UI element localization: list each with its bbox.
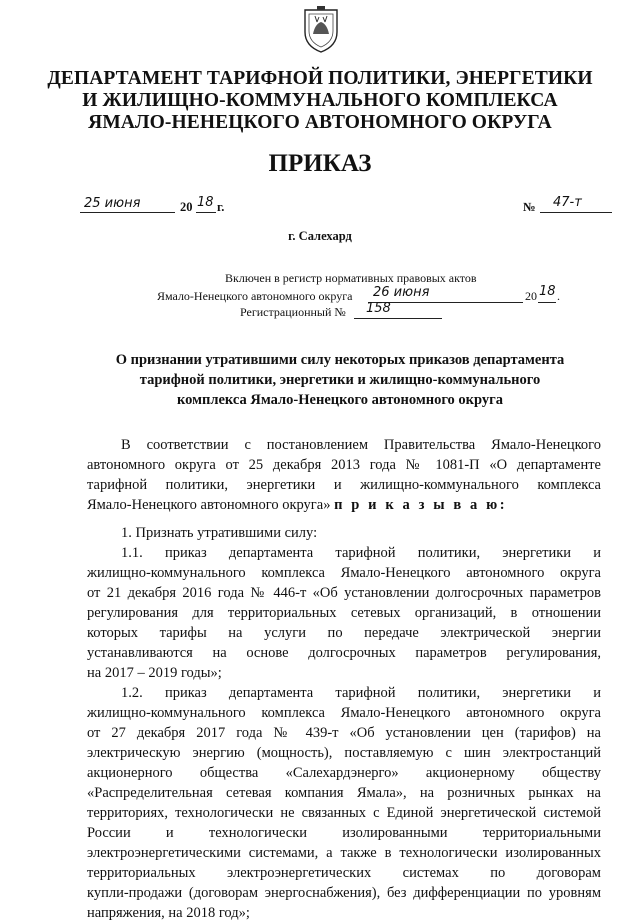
- registry-date: 26 июня: [373, 285, 430, 300]
- item-1-2: 1.2. приказ департамента тарифной политики, энергетики и жилищно-коммунального комплекса Ямало-Ненецкого автономного округа от 27 декабря 2017 года № 439-т «Об установлении цен (тарифов) на электрическую энергию (мощность), поставляемую с шин электростанций акционерного общества «Салехардэнерго» акционерному обществу «Распределительная сетевая компания Ямала», на розничных рынках на территориях, технологически не связанных с Единой энергетической системой России и технологически изолированными территориальными электроэнергетическими системами, а также в технологически изолированных территориальных электроэнергетических системах по договорам купли-продажи (договорам энергоснабжения), без дифференциации по уровням напряжения, на 2018 год»;: [87, 685, 601, 921]
- registry-year-underline: [538, 302, 556, 303]
- org-name-line2: И ЖИЛИЩНО-КОММУНАЛЬНОГО КОМПЛЕКСА: [82, 90, 558, 111]
- registry-year: 18: [539, 284, 556, 299]
- org-name-line1: ДЕПАРТАМЕНТ ТАРИФНОЙ ПОЛИТИКИ, ЭНЕРГЕТИКИ: [47, 68, 593, 89]
- date-underline: [80, 212, 175, 213]
- item-1-1: 1.1. приказ департамента тарифной политики, энергетики и жилищно-коммунального комплекса Ямало-Ненецкого автономного округа от 21 декабря 2016 года № 446-т «Об установлении долгосрочных параметров регулирования для территориальных сетевых организаций, в отношении которых тарифы на услуги по передаче электрической энергии устанавливаются на основе долгосрочных параметров регулирования, на 2017 – 2019 годы»;: [87, 545, 601, 681]
- city-name: г. Салехард: [288, 229, 352, 243]
- order-year-suffix: г.: [217, 200, 225, 214]
- order-year-prefix: 20: [180, 200, 193, 214]
- subject-line2: тарифной политики, энергетики и жилищно-коммунального: [139, 372, 541, 388]
- preamble-paragraph: В соответствии с постановлением Правительства Ямало-Ненецкого автономного округа от 25 декабря 2013 года № 1081-П «О департаменте тарифной политики, энергетики и жилищно-коммунального комплекса Ямало-Ненецкого автономного округа» п р и к а з ы в а ю:: [87, 437, 601, 513]
- registry-line1: Включен в регистр нормативных правовых актов: [225, 271, 477, 285]
- registry-year-prefix: 20: [525, 289, 537, 303]
- registry-line2-prefix: Ямало-Ненецкого автономного округа: [157, 289, 353, 303]
- order-number-label: №: [523, 200, 536, 214]
- number-underline: [540, 212, 612, 213]
- item-1: 1. Признать утратившими силу:: [121, 525, 318, 541]
- subject-line1: О признании утратившими силу некоторых приказов департамента: [115, 352, 565, 368]
- order-word: п р и к а з ы в а ю:: [334, 497, 508, 513]
- registration-number-label: Регистрационный №: [240, 305, 346, 319]
- order-number: 47-т: [553, 195, 582, 210]
- order-year: 18: [197, 195, 214, 210]
- subject-line3: комплекса Ямало-Ненецкого автономного округа: [176, 392, 503, 408]
- order-date: 25 июня: [84, 196, 141, 211]
- registration-number-underline: [354, 318, 442, 319]
- coat-of-arms-emblem: [301, 4, 341, 54]
- document-subject: [70, 350, 610, 410]
- org-name-line3: ЯМАЛО-НЕНЕЦКОГО АВТОНОМНОГО ОКРУГА: [88, 112, 552, 133]
- year-underline: [196, 212, 216, 213]
- document-type-title: ПРИКАЗ: [268, 150, 372, 177]
- registration-number: 158: [366, 301, 391, 316]
- registry-date-underline: [368, 302, 523, 303]
